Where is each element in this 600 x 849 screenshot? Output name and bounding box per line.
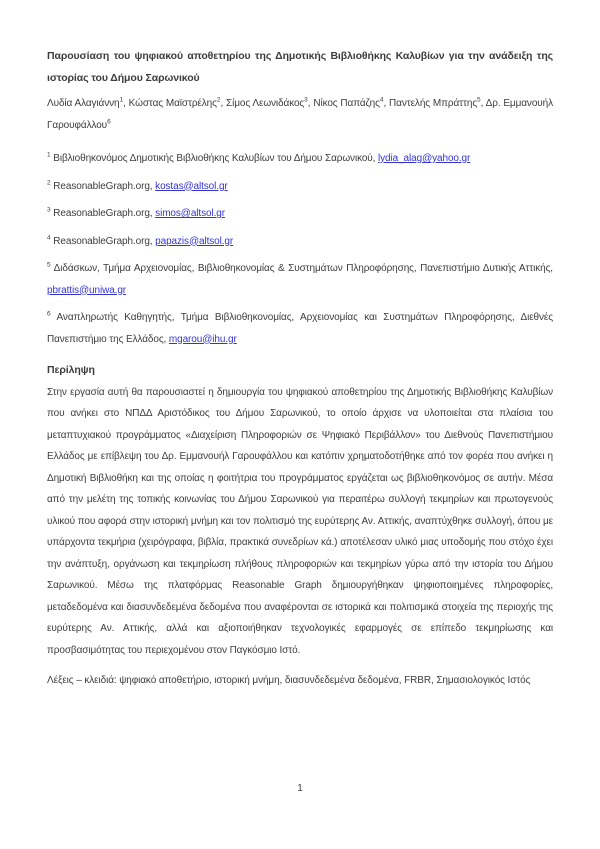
author-name: Νίκος Παπάζης$^4$ [313, 96, 384, 109]
affiliation-superscript: 3 [47, 206, 51, 214]
affiliation-superscript: 1 [47, 151, 51, 159]
author-affiliation-superscript: 4 [379, 96, 384, 104]
affiliation-superscript: 2 [47, 179, 51, 187]
email-link[interactable]: papazis@altsol.gr [155, 235, 234, 247]
author-name: Λυδία Αλαγιάννη$^1$ [47, 96, 124, 109]
author-name: Παντελής Μπράττης$^5$ [389, 96, 481, 109]
keywords-line: Λέξεις – κλειδιά: ψηφιακό αποθετήριο, ιστορική μνήμη, διασυνδεδεμένα δεδομένα, FRBR, Σημασιολογικός Ιστός [47, 675, 531, 686]
affiliation-entry: $^3$ ReasonableGraph.org, simos@altsol.gr [47, 206, 225, 219]
author-affiliation-superscript: 6 [107, 118, 111, 126]
author-name: Σίμος Λεωνιδάκος$^3$ [226, 96, 308, 109]
email-link[interactable]: pbrattis@uniwa.gr [47, 284, 127, 296]
email-link[interactable]: kostas@altsol.gr [155, 180, 228, 192]
page-number: 1 [297, 783, 303, 794]
abstract-heading: Περίληψη [47, 364, 95, 376]
affiliation-entry: $^6$ Αναπληρωτής Καθηγητής, Τμήμα Βιβλιοθηκονομίας, Αρχειονομίας και Συστημάτων Πληροφόρησης, Διεθνές Πανεπιστήμιο της Ελλάδος, mgarou@ihu.gr [47, 310, 553, 345]
author-affiliation-superscript: 1 [119, 96, 124, 104]
author-name: Κώστας Μαϊστρέλης$^2$ [128, 96, 221, 109]
affiliation-entry: $^1$ Βιβλιοθηκονόμος Δημοτικής Βιβλιοθήκης Καλυβίων του Δήμου Σαρωνικού, lydia_alag@yahoo.gr [47, 151, 471, 164]
affiliation-entry: $^2$ ReasonableGraph.org, kostas@altsol.gr [47, 179, 228, 192]
email-link[interactable]: lydia_alag@yahoo.gr [378, 153, 471, 164]
author-affiliation-superscript: 3 [304, 96, 308, 104]
affiliation-entry: $^5$ Διδάσκων, Τμήμα Αρχειονομίας, Βιβλιοθηκονομίας & Συστημάτων Πληροφόρησης, Πανεπιστήμιο Δυτικής Αττικής, pbrattis@uniwa.gr [47, 261, 553, 296]
email-link[interactable]: simos@altsol.gr [155, 208, 225, 219]
email-link[interactable]: mgarou@ihu.gr [168, 333, 237, 345]
affiliation-superscript: 5 [47, 261, 51, 269]
author-affiliation-superscript: 5 [477, 96, 481, 104]
affiliation-superscript: 6 [47, 310, 51, 318]
abstract-body: Στην εργασία αυτή θα παρουσιαστεί η δημιουργία του ψηφιακού αποθετηρίου της Δημοτικής Βιβλιοθήκης Καλυβίων που ανήκει στο ΝΠΔΔ Αριστόδικος του Δήμου Σαρωνικού, το οποίο άρχισε να υλοποιείται στα πλαίσια του μεταπτυχιακού προγράμματος «Διαχείριση Πληροφοριών σε Ψηφιακό Περιβάλλον» του Διεθνούς Πανεπιστήμιου Ελλάδος με επίβλεψη του Δρ. Εμμανουήλ Γαρουφάλλου και κατόπιν χρηματοδοτήθηκε από τον φορέα που ανήκει η Δημοτική Βιβλιοθήκη και της οποίας η φοιτήτρια του προγράμματος εργάζεται ως βιβλιοθηκονόμος σε αυτήν. Μέσα από την μελέτη της τοπικής κοινωνίας του Δήμου Σαρωνικού για περαιτέρω συλλογή τεκμηρίων και πρωτογενούς υλικού που αφορά στην ιστορική μνήμη και τον πολιτισμό της ευρύτερης Αν. Αττικής, αναπτύχθηκε συλλογή, όπου με υπάρχοντα τεκμήρια (χειρόγραφα, βιβλία, πρακτικά συνεδρίων κά.) αποτέλεσαν υλικό μιας υποδομής που στόχο έχει την ανάπτυξη, οργάνωση και τεκμηρίωση πλήθους πληροφοριών και τεκμηρίων γύρω από την ιστορία του Δήμου Σαρωνικού. Μέσω της πλατφόρμας Reasonable Graph δημιουργήθηκαν ψηφιοποιημένες πληροφορίες, μεταδεδομένα και διασυνδεδεμένα δεδομένα που αναφέρονται σε ιστορικά και πολιτισμικά στοιχεία της περιοχής της ευρύτερης Αν. Αττικής, αλλά και αξιοποιήθηκαν τεχνολογικές εφαρμογές σε επίπεδο τεκμηρίωσης και προσβασιμότητας του περιεχομένου στον Παγκόσμιο Ιστό. [47, 386, 553, 656]
affiliation-entry: $^4$ ReasonableGraph.org, papazis@altsol.gr [47, 234, 234, 247]
paper-title: Παρουσίαση του ψηφιακού αποθετηρίου της Δημοτικής Βιβλιοθήκης Καλυβίων για την ανάδειξη της ιστορίας του Δήμου Σαρωνικού [47, 50, 553, 84]
author-name: Δρ. Εμμανουήλ Γαρουφάλλου$^6$ [47, 98, 554, 131]
authors-line: Λυδία Αλαγιάννη$^1$, Κώστας Μαϊστρέλης$^2$, Σίμος Λεωνιδάκος$^3$, Νίκος Παπάζης$^4$, Παντελής Μπράττης$^5$, Δρ. Εμμανουήλ Γαρουφάλλου$^6$ [47, 96, 554, 131]
affiliation-superscript: 4 [47, 234, 51, 242]
author-affiliation-superscript: 2 [216, 96, 221, 104]
affiliations-list [47, 148, 553, 350]
